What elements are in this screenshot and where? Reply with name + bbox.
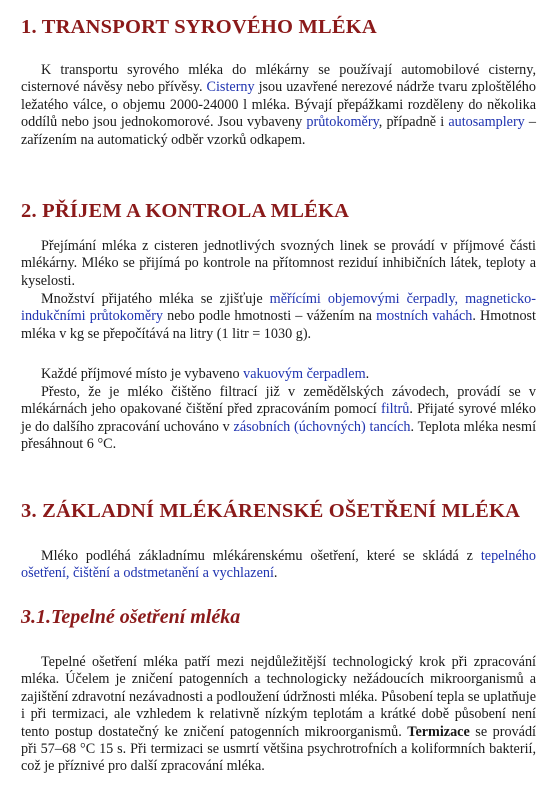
text-run: nebo podle hmotnosti – vážením na xyxy=(163,308,377,325)
section-3-1-paragraph xyxy=(21,654,536,776)
link-cerpadla-prutokomery[interactable]: měřícími objemovými čerpadly, magneticko-indukčními průtokoměry xyxy=(21,291,536,325)
link-autosamplery[interactable]: autosamplery xyxy=(448,114,525,131)
link-mostni-vahy[interactable]: mostních vahách xyxy=(376,308,473,325)
section-2-paragraph-4 xyxy=(21,384,536,454)
text-run: jsou uzavřené nerezové nádrže tvaru zploštělého ležatého válce, o objemu 2000-24000 l mléka. Bývají přepážkami rozděleny do několika oddílů nebo jsou jednokomorové. Jsou vybaveny xyxy=(21,79,536,131)
text-run: K transportu syrového mléka do mlékárny se používají automobilové cisterny, cisternové návěsy nebo přívěsy. xyxy=(21,62,536,96)
text-run: . xyxy=(365,366,370,382)
link-zakladni-osetreni[interactable]: tepelného ošetření, čištění a odstmetanění a vychlazení xyxy=(21,548,536,582)
text-run: – zařízením na automatický odběr vzorků odkapem. xyxy=(21,114,537,148)
text-run: Přesto, že je mléko čištěno filtrací již v zemědělských závodech, provádí se v mlékárnách jeho opakované čištění před zpracováním pomocí xyxy=(21,384,536,418)
text-run: se provádí při 57–68 °C 15 s. Při termizaci se usmrtí většina psychrotrofních a koliformních bakterií, což je příznivé pro další zpracování mléka. xyxy=(21,723,536,775)
text-run: Množství přijatého mléka se zjišťuje xyxy=(41,291,270,307)
section-3-heading: 3. ZÁKLADNÍ MLÉKÁRENSKÉ OŠETŘENÍ MLÉKA xyxy=(21,500,521,522)
section-2-paragraph-3 xyxy=(21,366,536,383)
text-run: , případně i xyxy=(378,114,449,131)
link-prutokomery[interactable]: průtokoměry xyxy=(306,114,379,131)
text-run: Každé příjmové místo je vybaveno xyxy=(41,366,244,382)
section-3-1-heading: 3.1.Tepelné ošetření mléka xyxy=(21,606,241,628)
section-2-paragraph-2 xyxy=(21,291,536,343)
text-run: . Teplota mléka nesmí přesáhnout 6 °C. xyxy=(21,418,537,453)
text-run: . xyxy=(273,565,278,582)
link-vakuove-cerpadlo[interactable]: vakuovým čerpadlem xyxy=(243,366,366,382)
text-run: . Hmotnost mléka v kg se přepočítává na litry (1 litr = 1030 g). xyxy=(21,308,537,342)
section-2-paragraph-1: Přejímání mléka z cisteren jednotlivých svozných linek se provádí v příjmové části mlékárny. Mléko se přijímá po kontrole na přítomnost reziduí inhibičních látek, teploty a kyselosti. xyxy=(21,238,536,289)
section-2-heading: 2. PŘÍJEM A KONTROLA MLÉKA xyxy=(21,200,350,222)
link-cisterny[interactable]: Cisterny xyxy=(206,79,255,96)
section-1-paragraph xyxy=(21,62,536,149)
section-1-heading: 1. TRANSPORT SYROVÉHO MLÉKA xyxy=(21,16,377,38)
link-filtry[interactable]: filtrů xyxy=(380,401,410,418)
text-run: Tepelné ošetření mléka patří mezi nejdůležitější technologický krok při zpracování mléka. Účelem je zničení patogenních a technologicky nežádoucích mikroorganismů a zajištění zdravotní nezávadnosti a podloužení údržnosti mléka. Působení tepla se uplatňuje i při termizaci, ale vzhledem k relativně nízkým teplotám a krátké době působení není tento postup dostatečný ke zničení patogenních mikroorganismů. xyxy=(21,654,536,740)
text-run: Mléko podléhá základnímu mlékárenskému ošetření, které se skládá z xyxy=(41,548,481,564)
link-zasobni-tanky[interactable]: zásobních (úchovných) tancích xyxy=(233,418,411,435)
text-run: . Přijaté syrové mléko je do dalšího zpracování uchováno v xyxy=(21,401,536,435)
section-3-paragraph xyxy=(21,548,536,583)
bold-term-termizace: Termizace xyxy=(407,723,470,740)
